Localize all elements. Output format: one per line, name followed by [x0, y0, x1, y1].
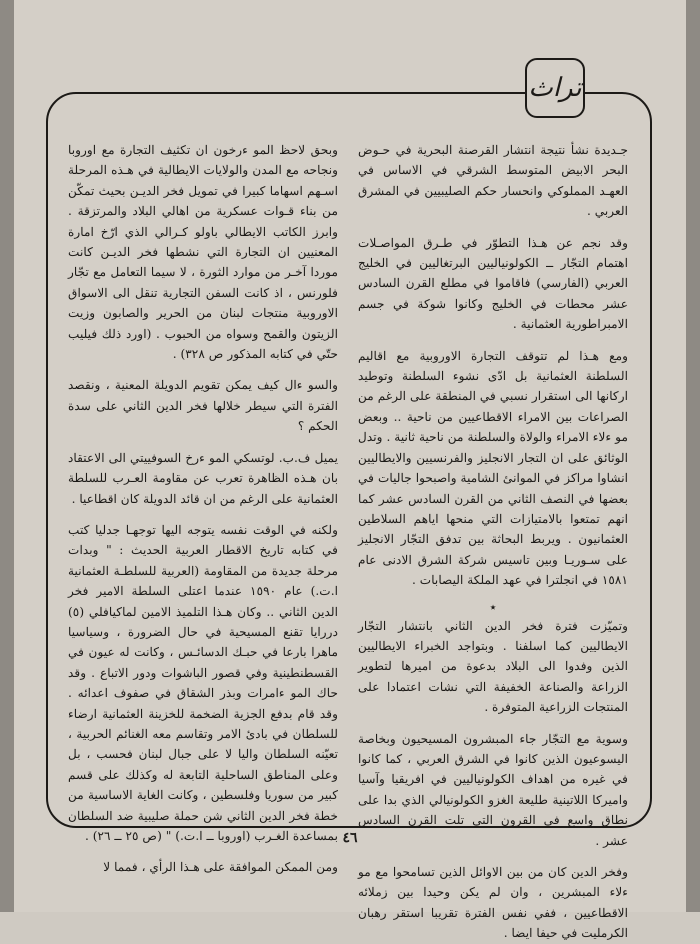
paragraph: ومع هـذا لم تتوقف التجارة الاوروبية مع اقاليم السلطنة العثمانية بل ادّى نشوء السلطنة وتوطيد اركانها الى استقرار نسبي في المنطقة على الرغم من الصراعات بين الامراء الاقطاعيين من ناحية .. وبعض مو ءلاء الامراء والولاة والسلطنة من ناحية ثانية . وتدل الوثائق على ان التجار الانجليز والفرنسيين والايطاليين انشاوا مراكز في الموانئ الشامية واصبحوا جاليات في بعضها في النصف الثاني من القرن السادس عشر كما انهم تمتعوا بالامتيازات التي منحها اياهم السلاطين العثمانيون . ويربط البحاثة بين تدفق التجّار الانجليز على سـوريـا وبين تاسيس شركة الشرق الادنى عام ١٥٨١ في انجلترا في عهد الملكة اليصابات . — [358, 348, 628, 588]
paragraph: ولكنه في الوقت نفسه يتوجه اليها توجهـا جدليا كتب في كتابه تاريخ الاقطار العربية الحديث : " وبدات مرحلة جديدة من المقاومة (العربية للسلطـة العثمانية ا.ت.) عام ١٥٩٠ عندما اعتلى السلطة الامير فخر الدين الثاني .. وكان هـذا التلميذ الامين لماكيافلي (٥) دررايا تقنع المسيحية في حال الضرورة ، وسياسيا ماهرا بارعا في حبـك الدسائـس ، وكانت له عيون في القسطنطينية وفي قصور الباشوات ودور الاتباع . وقد حاك المو ءامرات وبذر الشقاق في صفوف اعدائه . وقد قام بدفع الجزية الضخمة للخزينة العثمانية ارضاء للسلطان في بادئ الامر وتقاسم معه الغنائم الحربية ، تعيّنه السلطان واليا لا على جبال لبنان فحسب ، بل وعلى المناطق الساحلية التابعة له وكذلك على قسم كبير من سوريا وفلسطين ، وكانت الغاية الاساسية من خطة فخر الدين الثاني شن حملة صليبية ضد السلطان بمساعدة الغـرب (اوروبا ــ ا.ت.) " (ص ٢٥ ــ ٢٦) . — [68, 522, 338, 843]
paragraph: ومن الممكن الموافقة على هـذا الرأي ، فمما لا — [103, 860, 338, 875]
asterisk-ornament: ٭ — [489, 599, 497, 614]
scan-edge-right — [686, 0, 700, 912]
paragraph: وفخر الدين كان من بين الاوائل الذين تسامحوا مع مو ءلاء المبشرين ، وان لم يكن وحيدا بين زملائه الاقطاعيين ، ففي نفس الفترة تقريبا استقر رهبان الكرمليت في حيفا ايضا . — [358, 865, 628, 941]
section-logo — [525, 58, 585, 118]
paragraph: والسو ءال كيف يمكن تقويم الدويلة المعنية ، ونقصد الفترة التي سيطر خلالها فخر الدين الثاني على سدة الحكم ؟ — [68, 378, 338, 434]
right-column — [358, 140, 628, 941]
paragraph: وبحق لاحظ المو ءرخون ان تكثيف التجارة مع اوروبا ونجاحه مع المدن والولايات الايطالية في هـذه المرحلة اسـهم اسهاما كبيرا في تمويل فخر الديـن بحيث تمكّن من بناء قـوات عسكرية من اهالي البلاد والمرتزقة . وابرز الكاتب الايطالي باولو كـرالي الذي ارّخ امارة المعنيين ان التجارة التي نشطها فخر الديـن كانت موردا آخـر من موارد الثورة ، لا سيما التعامل مع تجّار فلورنس ، اذ كانت السفن التجارية تنقل الى الاسواق الاوروبية منتجات لبنان من الحرير والصابون وزيت الزيتون والقمح وسواه من الحبوب . (اورد ذلك فيليب حتّي في كتابه المذكور ص ٣٢٨) . — [68, 143, 338, 362]
paragraph: يميل ف.ب. لوتسكي المو ءرخ السوفييتي الى الاعتقاد بان هـذه الظاهرة تعرب عن مقاومة العـرب للسلطة العثمانية على الرغم من ان قائد الدويلة كان اقطاعيا . — [68, 450, 338, 506]
left-column — [68, 140, 338, 875]
paragraph: وتميّزت فترة فخر الدين الثاني بانتشار التجّار الايطاليين كما اسلفنا . وبتواجد الخبراء الايطاليين الذين وفدوا الى البلاد بدعوة من اميرها لتطوير الزراعة والصناعة الخفيفة التي نشات اعتمادا على المنتجات الزراعية المتوفرة . — [358, 618, 628, 715]
paragraph: وقد نجم عن هـذا التطوّر في طـرق المواصـلات اهتمام التجّار ــ الكولونياليين البرتغاليين في الخليج العربي (الفارسي) فاقاموا في مطلع القرن السادس عشر محطات في الخليج وكانوا شوكة في جسم الامبراطورية العثمانية . — [358, 235, 628, 332]
paragraph: جـديدة نشأ نتيجة انتشار القرصنة البحرية في حـوض البحر الابيض المتوسط الشرقي في الاساس في العهـد المملوكي وانحسار حكم الصليبيين في المشرق العربي . — [358, 143, 628, 219]
scan-edge-left — [0, 0, 14, 912]
paragraph: وسوية مع التجّار جاء المبشرون المسيحيون وبخاصة اليسوعيون الذين كانوا في الشرق العربي ، كما كانوا في غيره من اهداف الكولونياليين في افريقيا وآسيا واميركا اللاتينية طليعة الغزو الكولونيالي الذي بدا على نطاق واسع في القرون التي تلت القرن السادس عشر . — [358, 731, 628, 848]
page-number: ٤٦ — [342, 830, 358, 846]
section-logo-text: تراث — [528, 73, 582, 103]
